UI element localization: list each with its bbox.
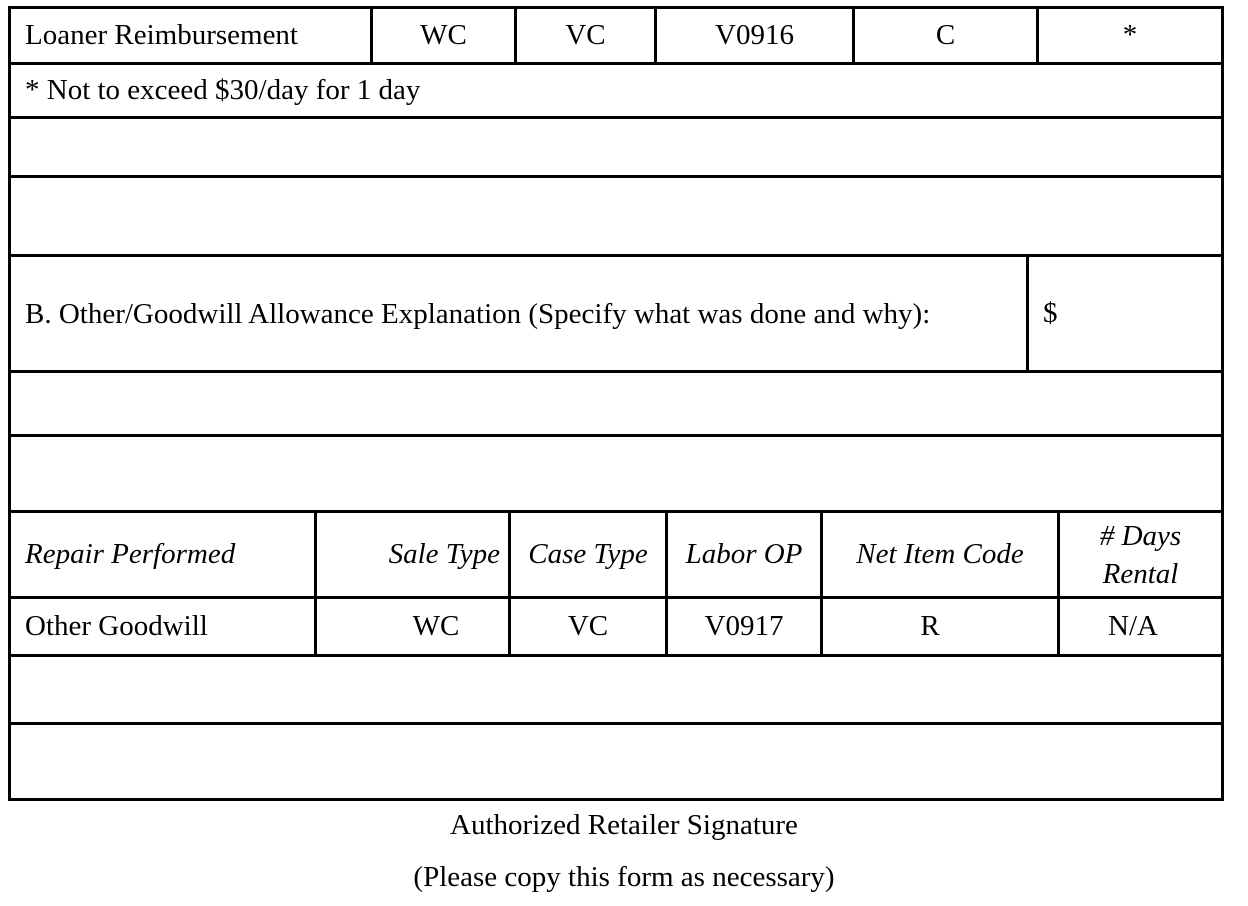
header-days-rental xyxy=(1060,513,1221,596)
row-labor-op: V0917 xyxy=(704,609,784,642)
loaner-net-item-code: C xyxy=(935,18,956,51)
blank-entry-row[interactable] xyxy=(11,119,1221,175)
blank-entry-row[interactable] xyxy=(11,657,1221,722)
loaner-limit-note: * Not to exceed $30/day for 1 day xyxy=(25,73,421,106)
header-net-item-code: Net Item Code xyxy=(856,537,1024,570)
blank-entry-row[interactable] xyxy=(11,373,1221,434)
loaner-reimbursement-label: Loaner Reimbursement xyxy=(25,18,298,51)
header-case-type: Case Type xyxy=(528,537,648,570)
copy-note: (Please copy this form as necessary) xyxy=(413,861,835,893)
row-repair-performed: Other Goodwill xyxy=(25,609,208,642)
goodwill-amount-field[interactable]: $ xyxy=(1043,296,1058,329)
blank-entry-row[interactable] xyxy=(11,437,1221,510)
header-repair-performed: Repair Performed xyxy=(25,537,236,570)
header-days-rental-line1: # Days xyxy=(1099,519,1182,552)
row-case-type: VC xyxy=(567,609,609,642)
row-net-item-code: R xyxy=(920,609,940,642)
blank-entry-row[interactable] xyxy=(11,178,1221,254)
header-labor-op: Labor OP xyxy=(685,537,803,570)
row-sale-type: WC xyxy=(412,609,460,642)
header-sale-type: Sale Type xyxy=(388,537,500,570)
goodwill-explanation-label: B. Other/Goodwill Allowance Explanation (Specify what was done and why): xyxy=(25,297,931,330)
row-days-rental: N/A xyxy=(1108,609,1158,642)
loaner-days-rental: * xyxy=(1122,18,1138,51)
signature-label: Authorized Retailer Signature xyxy=(450,809,798,841)
loaner-labor-op: V0916 xyxy=(715,18,794,51)
loaner-sale-type: WC xyxy=(420,18,467,51)
blank-entry-row[interactable] xyxy=(11,725,1221,798)
header-days-rental-line2: Rental xyxy=(1102,557,1179,590)
loaner-case-type: VC xyxy=(565,18,606,51)
